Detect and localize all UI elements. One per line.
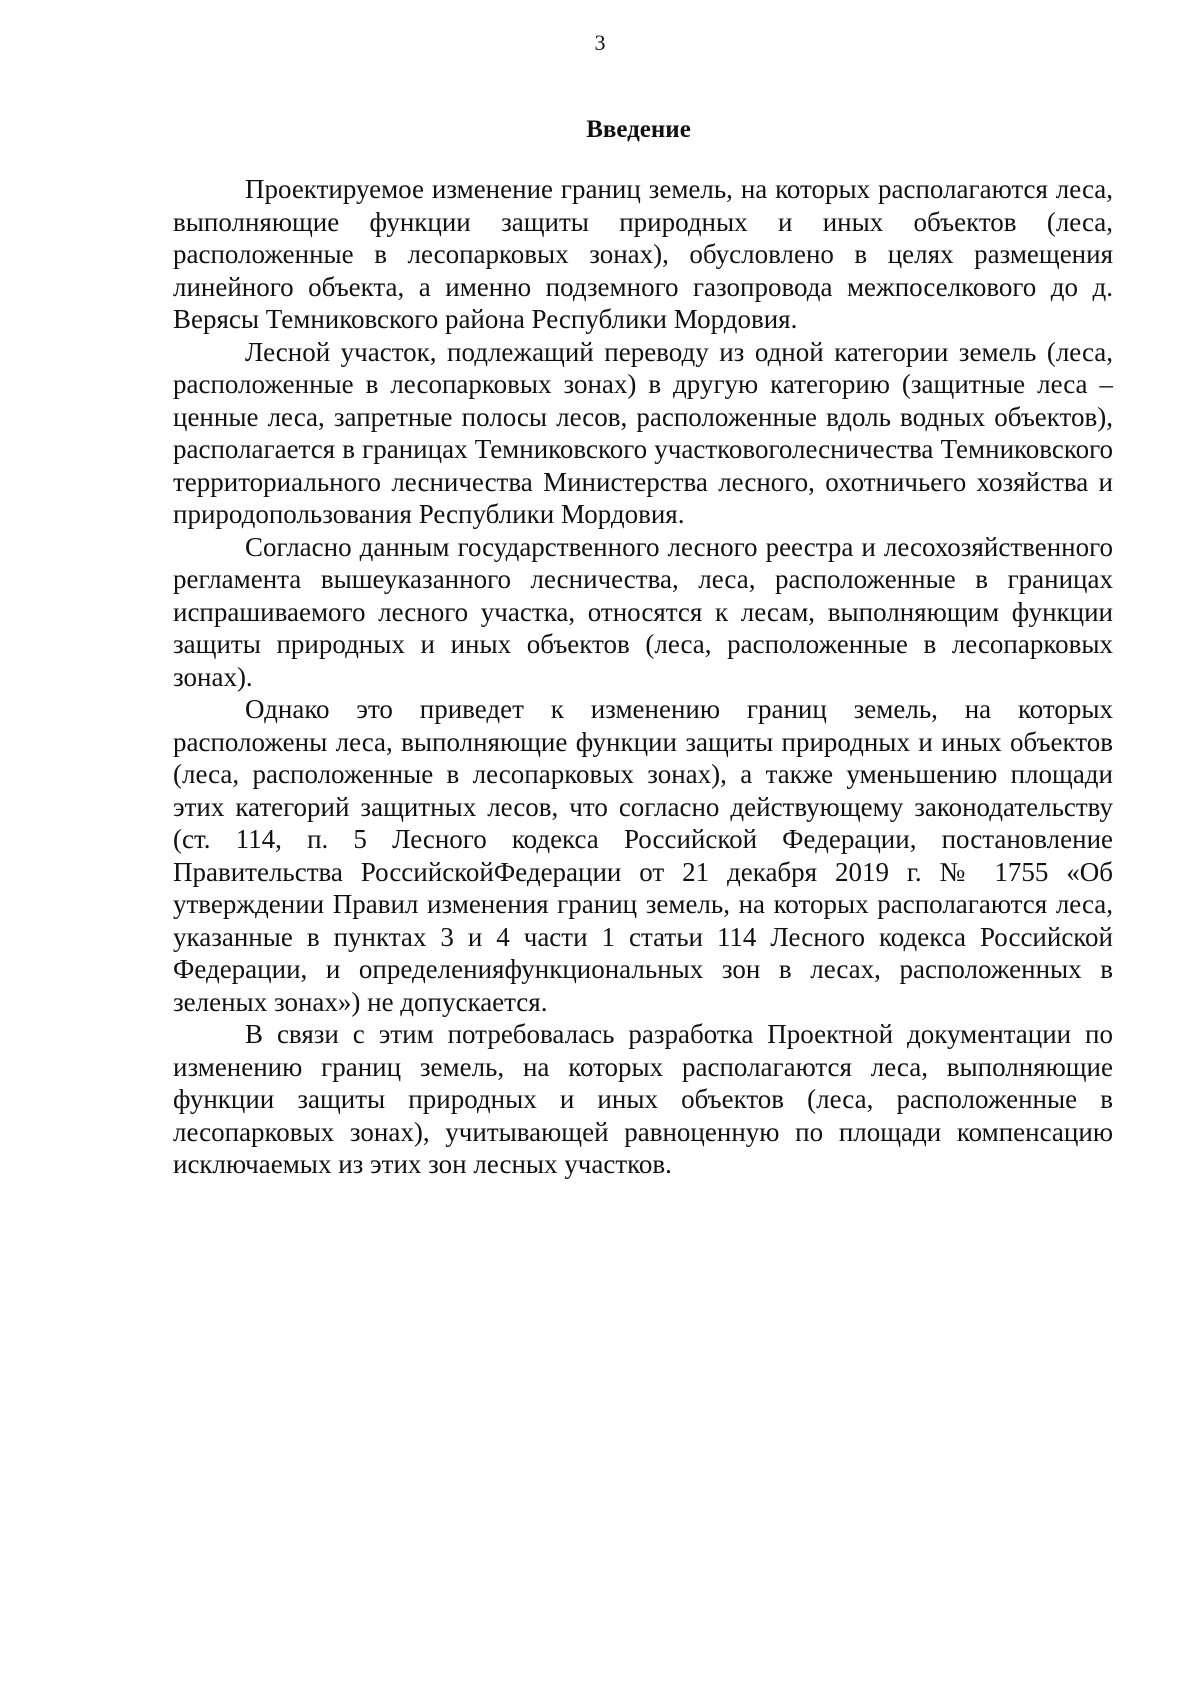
paragraph: Согласно данным государственного лесного реестра и лесохозяйственного регламента вышеуказанного лесничества, леса, расположенные в границах испрашиваемого лесного участка, относятся к лесам, выполняющим функции защиты природных и иных объектов (леса, расположенные в лесопарковых зонах). — [173, 531, 1113, 692]
paragraph: Лесной участок, подлежащий переводу из одной категории земель (леса, расположенные в лесопарковых зонах) в другую категорию (защитные леса – ценные леса, запретные полосы лесов, расположенные вдоль водных объектов), располагается в границах Темниковского участковоголесничества Темниковского территориального лесничества Министерства лесного, охотничьего хозяйства и природопользования Республики Мордовия. — [173, 336, 1113, 529]
body-text — [173, 173, 1113, 1181]
paragraph: Однако это приведет к изменению границ земель, на которых расположены леса, выполняющие функции защиты природных и иных объектов (леса, расположенные в лесопарковых зонах), а также уменьшению площади этих категорий защитных лесов, что согласно действующему законодательству (ст. 114, п. 5 Лесного кодекса Российской Федерации, постановление Правительства РоссийскойФедерации от 21 декабря 2019 г. № 1755 «Об утверждении Правил изменения границ земель, на которых располагаются леса, указанные в пунктах 3 и 4 части 1 статьи 114 Лесного кодекса Российской Федерации, и определенияфункциональных зон в лесах, расположенных в зеленых зонах») не допускается. — [173, 694, 1113, 1017]
paragraph: В связи с этим потребовалась разработка Проектной документации по изменению границ земель, на которых располагаются леса, выполняющие функции защиты природных и иных объектов (леса, расположенные в лесопарковых зонах), учитывающей равноценную по площади компенсацию исключаемых из этих зон лесных участков. — [173, 1019, 1113, 1179]
page-number: 3 — [594, 30, 606, 55]
paragraph: Проектируемое изменение границ земель, на которых располагаются леса, выполняющие функции защиты природных и иных объектов (леса, расположенные в лесопарковых зонах), обусловлено в целях размещения линейного объекта, а именно подземного газопровода межпоселкового до д. Верясы Темниковского района Республики Мордовия. — [173, 174, 1113, 334]
section-heading: Введение — [586, 116, 691, 143]
